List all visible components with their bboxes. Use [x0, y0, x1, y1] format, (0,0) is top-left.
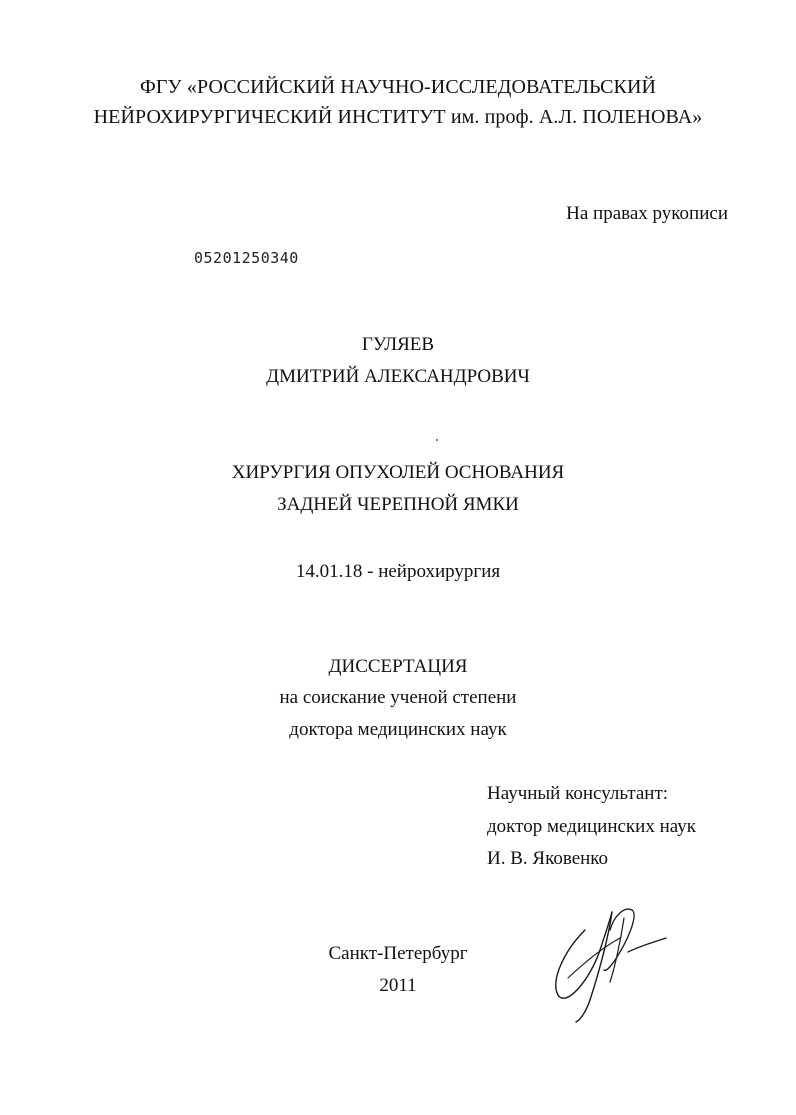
work-type-heading: ДИССЕРТАЦИЯ — [328, 656, 468, 677]
year: 2011 — [379, 975, 417, 996]
consultant-degree: доктор медицинских наук — [487, 816, 696, 837]
institution-line-2: НЕЙРОХИРУРГИЧЕСКИЙ ИНСТИТУТ им. проф. А.Л. ПОЛЕНОВА» — [93, 106, 703, 128]
work-type-degree-level: доктора медицинских наук — [289, 719, 507, 740]
consultant-name: И. В. Яковенко — [487, 848, 609, 869]
author-given-names: ДМИТРИЙ АЛЕКСАНДРОВИЧ — [266, 366, 530, 387]
catalog-number-stamp: 05201250340 — [194, 249, 299, 267]
thesis-title-line-2: ЗАДНЕЙ ЧЕРЕПНОЙ ЯМКИ — [277, 494, 519, 515]
scan-speck — [436, 439, 438, 441]
specialty-code: 14.01.18 - нейрохирургия — [295, 561, 501, 582]
consultant-label: Научный консультант: — [487, 783, 669, 804]
work-type-degree-line: на соискание ученой степени — [279, 687, 517, 708]
rights-note: На правах рукописи — [566, 203, 728, 224]
city: Санкт-Петербург — [328, 943, 468, 964]
institution-line-1: ФГУ «РОССИЙСКИЙ НАУЧНО-ИССЛЕДОВАТЕЛЬСКИЙ — [139, 76, 657, 98]
thesis-title-line-1: ХИРУРГИЯ ОПУХОЛЕЙ ОСНОВАНИЯ — [231, 462, 565, 483]
author-surname: ГУЛЯЕВ — [361, 334, 435, 355]
